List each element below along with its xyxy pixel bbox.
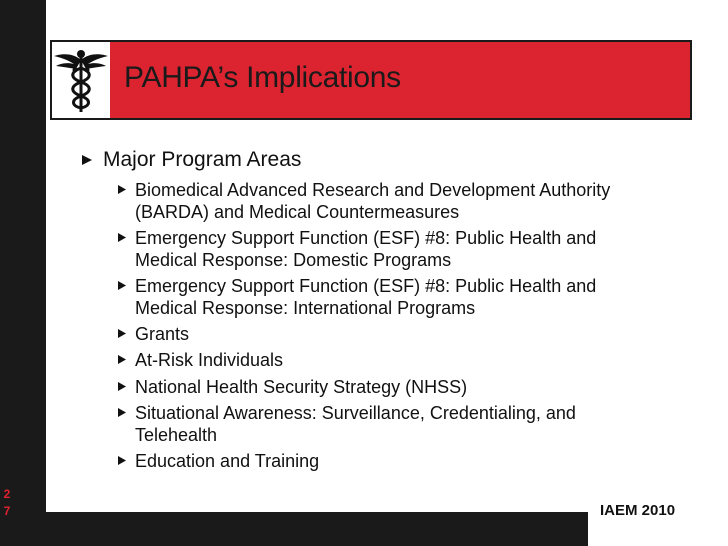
list-item — [135, 402, 695, 446]
slide-number-digit-2: 7 — [3, 504, 11, 518]
list-item — [135, 275, 695, 319]
list-item-text: Telehealth — [135, 425, 218, 445]
list-item — [135, 349, 695, 371]
list-item-text: (BARDA) and Medical Countermeasures — [135, 202, 460, 222]
footer-label: IAEM 2010 — [600, 502, 676, 519]
list-item-text: National Health Security Strategy (NHSS) — [135, 377, 468, 397]
bottom-frame-bar — [0, 517, 588, 546]
bullet-icon — [118, 329, 126, 338]
bullet-icon — [118, 185, 126, 194]
list-item-text: Grants — [135, 324, 190, 344]
list-item-text: Medical Response: Domestic Programs — [135, 250, 452, 270]
list-item-text: Situational Awareness: Surveillance, Credentialing, and — [135, 403, 576, 423]
slide-title: PAHPA’s Implications — [124, 61, 401, 94]
list-item — [135, 376, 695, 398]
section-heading: Major Program Areas — [103, 148, 302, 171]
bullet-icon — [118, 408, 126, 417]
list-item-text: Education and Training — [135, 451, 320, 471]
left-frame-bar — [0, 0, 36, 546]
bullet-icon — [118, 281, 126, 290]
list-item-text: Emergency Support Function (ESF) #8: Public Health and — [135, 228, 597, 248]
bullet-icon — [82, 155, 92, 165]
slide-number-digit-1: 2 — [3, 487, 11, 501]
list-item-text: Biomedical Advanced Research and Development Authority — [135, 180, 611, 200]
bullet-icon — [118, 355, 126, 364]
list-item-text: At-Risk Individuals — [135, 350, 284, 370]
left-frame-inner — [36, 0, 46, 520]
list-item — [135, 450, 695, 472]
list-item-text: Medical Response: International Programs — [135, 298, 476, 318]
bullet-icon — [118, 456, 126, 465]
list-item — [135, 179, 695, 223]
slide-number — [0, 486, 14, 520]
list-item-text: Emergency Support Function (ESF) #8: Public Health and — [135, 276, 597, 296]
bullet-icon — [118, 233, 126, 242]
caduceus-icon — [52, 42, 110, 118]
bullet-icon — [118, 382, 126, 391]
list-item — [135, 323, 695, 345]
list-item — [135, 227, 695, 271]
